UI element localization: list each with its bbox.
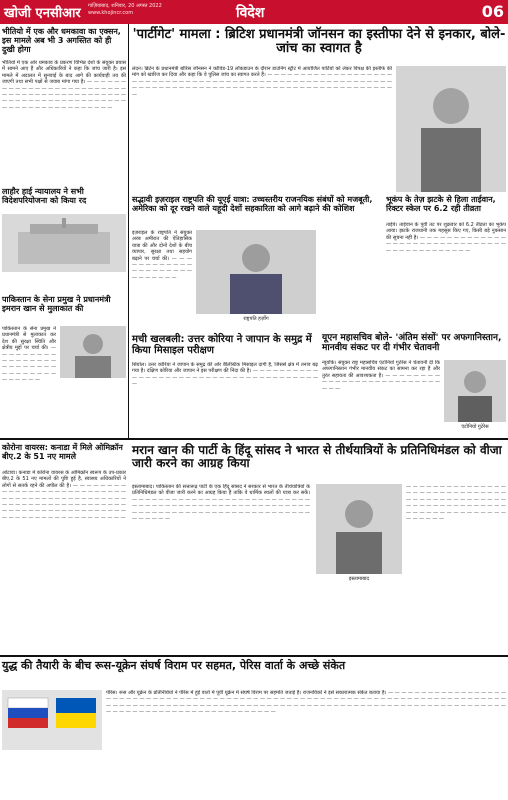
photo-caption: राष्ट्रपति हर्ज़ोग	[243, 316, 269, 322]
article-body-paris-talks: पेरिस। रूस और यूक्रेन के प्रतिनिधियों ने पेरिस में हुई वार्ता में पूर्वी यूक्रेन में संघर्ष विराम पर सहमति जताई है। राजनयिकों ने इसे सकारात्मक संकेत बताया है। — — — — — — — — — — — — — — — — — — — — — — — — — — — — — — — — — — — — — — — — — — — — — — — — — — — — — — — — — — — — — — — — — — — — — — — — — — — — — — — — — — — — — — — — — — — — — — — — — — — — — — — — — — — — — — — — — — — — — — — — — — — — — — — — — — — — — — — — — — — — — — — — — — — — — — — — — — — — — — — — — — — —	[106, 690, 506, 716]
article-body-pakistan-army: पाकिस्तान के सेना प्रमुख ने प्रधानमंत्री से मुलाकात कर देश की सुरक्षा स्थिति और क्षेत्रीय मुद्दों पर चर्चा की। — — — — — — — — — — — — — — — — — — — — — — — — — — — — — — — — — — — — — — —	[2, 326, 56, 384]
photo-caption: इस्लामाबाद	[348, 576, 370, 582]
headline-un-chief: यूएन महासचिव बोले- 'अंतिम संसों' पर अफगानिस्तान, मानवीय संकट पर दी गंभीर चेतावनी	[322, 333, 502, 353]
flags-graphic	[2, 690, 102, 750]
article-body-partygate: लंदन। ब्रिटेन के प्रधानमंत्री बोरिस जॉनसन ने कोविड-19 लॉकडाउन के दौरान डाउनिंग स्ट्रीट में आयोजित पार्टियों को लेकर विपक्ष की इस्तीफे की मांग को खारिज कर दिया और कहा कि वे पुलिस जांच का स्वागत करते हैं। — — — — — — — — — — — — — — — — — — — — — — — — — — — — — — — — — — — — — — — — — — — — — — — — — — — — — — — — — — — — — — — — — — — — — — — — — — — — — — — — — — — — — — — — — — — — — — — — — —	[132, 66, 392, 98]
date-line: गाज़ियाबाद, शनिवार, 20 अगस्त 2022 www.khojincr.com	[88, 3, 162, 16]
court-photo	[2, 214, 126, 272]
headline-quake: भूकंप के तेज़ झटके से हिला ताईवान, रिक्टर स्केल पर 6.2 रही तीव्रता	[386, 195, 496, 213]
article-body-hindu-mp: इस्लामाबाद। पाकिस्तान की सत्तारूढ़ पार्टी के एक हिंदू सांसद ने सरकार से भारत के तीर्थयात्रियों के प्रतिनिधिमंडल को वीजा जारी करने का आग्रह किया है ताकि वे धार्मिक स्थलों की यात्रा कर सकें। — — — — — — — — — — — — — — — — — — — — — — — — — — — — — — — — — — — — — — — — — — — — — — — — — — — — — — — — — — — — — — — — — — — — — — — — — — — — — — — — — — — — — — —	[132, 484, 310, 523]
masthead	[0, 0, 508, 24]
flags-photo	[2, 690, 102, 750]
headline-hindu-mp: मरान खान की पार्टी के हिंदू सांसद ने भारत से तीर्थयात्रियों के प्रतिनिधिमंडल को वीजा जारी करने का आग्रह किया	[132, 443, 502, 471]
section-divider	[0, 655, 508, 657]
article-body-un-chief: न्यूयॉर्क। संयुक्त राष्ट्र महासचिव एंटोनियो गुटेरेस ने चेतावनी दी कि अफगानिस्तान गंभीर मानवीय संकट का सामना कर रहा है और तुरंत सहायता की आवश्यकता है। — — — — — — — — — — — — — — — — — — — — — — — — — — — — —	[322, 360, 440, 392]
article-body-israel-visit: इज़राइल के राष्ट्रपति ने संयुक्त अरब अमीरात की ऐतिहासिक यात्रा की और दोनों देशों के बीच व्यापार, सुरक्षा तथा सहयोग बढ़ाने पर चर्चा की। — — — — — — — — — — — — — — — — — — — — — — — — — — — —	[132, 230, 192, 281]
headline-israel-visit: सद्भावी इज़राइल राष्ट्रपति की यूएई यात्रा: उच्चस्तरीय राजनयिक संबंधों को मजबूती, अमेरिका को दूर रखने वाले यहूदी देशों सहकारिता को आगे बढ़ाने की कोशिश	[132, 195, 373, 213]
headline-paris-talks: युद्ध की तैयारी के बीच रूस-यूक्रेन संघर्ष विराम पर सहमत, पेरिस वार्ता के अच्छे संकेत	[2, 659, 346, 672]
headline-canada-covid: कोरोना वायरस: कनाडा में मिले ओमिक्रॉन बीए.2 के 51 नए मामले	[2, 443, 123, 461]
herzog-photo	[196, 230, 316, 314]
portrait-graphic	[60, 326, 126, 378]
brand-logo: खोजी एनसीआर	[4, 6, 81, 21]
photo-caption: एंटोनियो गुटेरेस	[461, 424, 489, 430]
headline-pakistan-army: पाकिस्तान के सेना प्रमुख ने प्रधानमंत्री इमरान खान से मुलाकात की	[2, 295, 111, 313]
article-body-canada-covid: ओटावा। कनाडा में कोरोना वायरस के ओमिक्रॉन स्वरूप के उप-प्रकार बीए.2 के 51 नए मामलों की पुष्टि हुई है, स्वास्थ्य अधिकारियों ने लोगों से सतर्क रहने की अपील की है। — — — — — — — — — — — — — — — — — — — — — — — — — — — — — — — — — — — — — — — — — — — — — — — — — — — — — — — — — — — — — — — — — — — — — — — — — — — — — — — — — — — — — — — — — — — — — — — — — — — — — — —	[2, 470, 126, 521]
page-number: 06	[481, 2, 504, 21]
article-body-hindu-mp-cont: — — — — — — — — — — — — — — — — — — — — — — — — — — — — — — — — — — — — — — — — — — — — — — — — — — — — — — — — — — — — — — — — — — — — — — — — — — — — — — — — —	[406, 484, 506, 523]
portrait-graphic	[444, 360, 506, 422]
guterres-photo	[444, 360, 506, 422]
headline-north-korea: मची खलबली: उत्तर कोरिया ने जापान के समुद्र में किया मिसाइल परीक्षण	[132, 334, 312, 356]
column-divider	[128, 24, 129, 438]
headline-pakistan-court: भीतियो में एक और धमकावा का एक्सन, इस मामले अब भी 3 अगस्तित को ही दुखी होगा	[2, 27, 121, 54]
section-divider	[0, 438, 508, 440]
army-chief-photo	[60, 326, 126, 378]
portrait-graphic	[196, 230, 316, 314]
headline-lahore-court: लाहौर हाई न्यायालय ने सभी विदेशपरियोजना को किया रद	[2, 187, 87, 205]
article-body-pakistan-court: भीतियो में एक ओर धमकाव के प्रकरण विभिन्न देशों के संयुक्त प्रयास में सामने आए हैं और अधिकारियों ने कहा कि जांच जारी है। इस मामले में अदालत में सुनवाई के बाद आगे की कार्यवाही तय की जाएगी तथा सभी पक्षों से जवाब मांगा गया है। — — — — — — — — — — — — — — — — — — — — — — — — — — — — — — — — — — — — — — — — — — — — — — — — — — — — — — — — — — — — — — — — — — — — — — — — — — — — — — — —	[2, 60, 126, 111]
portrait-graphic	[316, 484, 402, 574]
headline-partygate: 'पार्टीगेट' मामला : ब्रिटिश प्रधानमंत्री जॉनसन का इस्तीफा देने से इनकार, बोले- जांच का स्वागत है	[132, 27, 506, 57]
portrait-graphic	[396, 66, 506, 192]
mp-photo	[316, 484, 402, 574]
section-title: विदेश	[236, 5, 265, 21]
article-body-quake: ताईपे। ताईवान के पूर्वी तट पर शुक्रवार को 6.2 तीव्रता का भूकंप आया। झटके राजधानी तक महसूस किए गए, किसी बड़े नुकसान की सूचना नहीं है। — — — — — — — — — — — — — — — — — — — — — — — — — — — — — — — — — — — — — — — — — — — —	[386, 222, 506, 254]
court-photo-graphic	[2, 214, 126, 272]
article-body-north-korea: सियोल। उत्तर कोरिया ने जापान के समुद्र की ओर बैलिस्टिक मिसाइल दागी है, जिससे क्षेत्र में तनाव बढ़ गया है। दक्षिण कोरिया और जापान ने इस परीक्षण की निंदा की है। — — — — — — — — — — — — — — — — — — — — — — — — — — — — — — — — — — — — — — —	[132, 362, 318, 388]
johnson-photo	[396, 66, 506, 192]
